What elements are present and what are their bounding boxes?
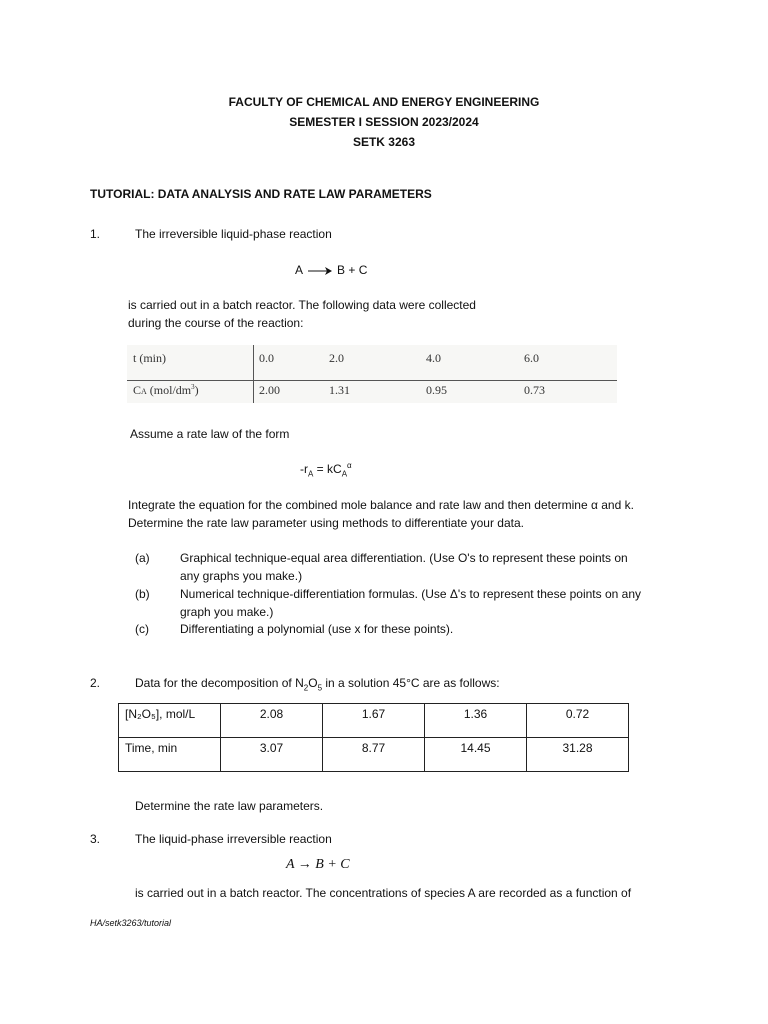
q1-text-line2: during the course of the reaction: [128, 316, 304, 330]
faculty-heading: FACULTY OF CHEMICAL AND ENERGY ENGINEERING [228, 95, 540, 109]
q2-table-row1-label: [N₂O₅], mol/L [119, 704, 221, 738]
q1-part-label: (c) [135, 622, 149, 636]
q2-table-cell: 1.67 [323, 704, 425, 738]
q1-number: 1. [90, 227, 101, 241]
q1-reaction-products: B + C [337, 263, 368, 277]
q3-number: 3. [90, 832, 101, 846]
table-row [119, 738, 629, 772]
q2-table-cell: 14.45 [425, 738, 527, 772]
q2-data-table [118, 703, 629, 772]
q2-table-cell: 1.36 [425, 704, 527, 738]
q1-table-cell: 6.0 [524, 351, 539, 365]
q1-part-text: graph you make.) [180, 605, 274, 619]
page-footer: HA/setk3263/tutorial [90, 918, 172, 928]
semester-heading: SEMESTER I SESSION 2023/2024 [289, 115, 479, 129]
q1-part-label: (a) [135, 551, 150, 565]
q2-text: Data for the decomposition of $N_2O_5$ in a solution 45°C are as follows: [135, 676, 500, 693]
table-row [119, 704, 629, 738]
q2-table-cell: 8.77 [323, 738, 425, 772]
q1-part-text: any graphs you make.) [180, 569, 303, 583]
q1-part-text: Numerical technique-differentiation formulas. (Use Δ's to represent these points on any [180, 587, 641, 601]
q2-determine: Determine the rate law parameters. [135, 799, 324, 813]
tutorial-title: TUTORIAL: DATA ANALYSIS AND RATE LAW PARAMETERS [90, 187, 432, 201]
q3-reaction: A → B + C [286, 857, 350, 872]
q1-table-row1-label: t (min) [133, 351, 166, 365]
q1-table-cell: 4.0 [426, 351, 441, 365]
q1-table-cell: 0.73 [524, 383, 545, 397]
q2-table-cell: 3.07 [221, 738, 323, 772]
q1-table-cell: 0.0 [259, 351, 274, 365]
q1-table-row2-label: CA $(mol/dm^3)$ [133, 383, 199, 397]
q2-number: 2. [90, 676, 101, 690]
q1-reaction [295, 263, 367, 277]
q1-assume: Assume a rate law of the form [130, 427, 290, 441]
q1-part-text: Graphical technique-equal area differentiation. (Use O's to represent these points on [180, 551, 628, 565]
q1-part-text: Differentiating a polynomial (use x for these points). [180, 622, 454, 636]
q1-data-table [127, 345, 617, 403]
table-divider-vertical [253, 345, 254, 403]
q1-reaction-reactant: A [295, 263, 303, 277]
q2-table-cell: 2.08 [221, 704, 323, 738]
q1-table-cell: 1.31 [329, 383, 350, 397]
table-divider-horizontal [127, 380, 617, 381]
q1-integrate-line1: Integrate the equation for the combined mole balance and rate law and then determine α and k. [128, 498, 634, 512]
q1-rate-law: $-r_A = kC_A^\alpha$ [300, 461, 352, 479]
q2-table-cell: 0.72 [527, 704, 629, 738]
q2-table-row2-label: Time, min [119, 738, 221, 772]
q3-text: is carried out in a batch reactor. The concentrations of species A are recorded as a function of [135, 886, 632, 900]
q1-table-cell: 2.00 [259, 383, 280, 397]
course-code: SETK 3263 [352, 135, 416, 149]
q1-table-cell: 2.0 [329, 351, 344, 365]
reaction-arrow-icon [307, 266, 333, 276]
q1-integrate-line2: Determine the rate law parameter using methods to differentiate your data. [128, 516, 524, 530]
q1-table-cell: 0.95 [426, 383, 447, 397]
q1-intro: The irreversible liquid-phase reaction [135, 227, 332, 241]
q1-part-label: (b) [135, 587, 150, 601]
q3-intro: The liquid-phase irreversible reaction [135, 832, 332, 846]
q1-text-line1: is carried out in a batch reactor. The following data were collected [128, 298, 476, 312]
q2-table-cell: 31.28 [527, 738, 629, 772]
